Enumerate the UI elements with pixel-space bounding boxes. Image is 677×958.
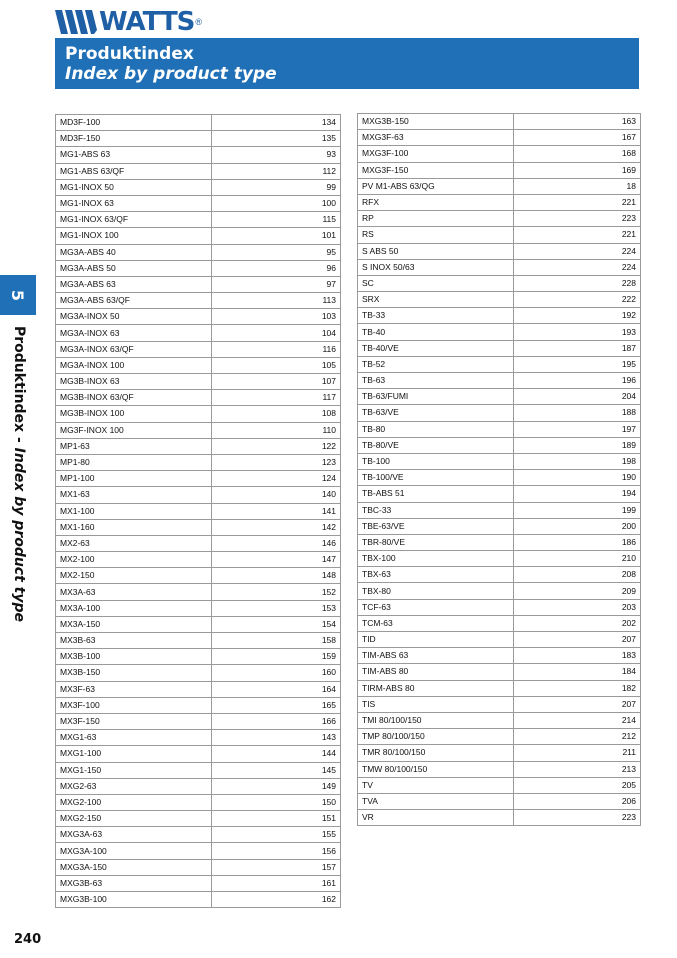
table-row [56, 422, 341, 438]
table-row [358, 259, 641, 275]
product-type: MX3A-150 [56, 616, 212, 632]
table-row [358, 308, 641, 324]
product-type: SRX [358, 292, 514, 308]
table-row [56, 730, 341, 746]
product-type: MG3A-ABS 50 [56, 260, 212, 276]
page-reference: 207 [514, 632, 641, 648]
page-reference: 159 [212, 649, 341, 665]
section-tab [0, 275, 36, 315]
product-type: MXG3B-150 [358, 114, 514, 130]
product-type: MXG1-150 [56, 762, 212, 778]
product-type: TB-63 [358, 373, 514, 389]
page-reference: 140 [212, 487, 341, 503]
product-type: S INOX 50/63 [358, 259, 514, 275]
page-reference: 222 [514, 292, 641, 308]
product-type: MXG3B-100 [56, 892, 212, 908]
table-row [56, 487, 341, 503]
table-row [358, 243, 641, 259]
table-row [358, 340, 641, 356]
page-reference: 182 [514, 680, 641, 696]
page-reference: 183 [514, 648, 641, 664]
page-reference: 212 [514, 729, 641, 745]
table-row [56, 244, 341, 260]
table-row [358, 712, 641, 728]
table-row [56, 827, 341, 843]
page-reference: 134 [212, 115, 341, 131]
product-type: MX3B-63 [56, 633, 212, 649]
page-reference: 207 [514, 696, 641, 712]
product-type: RP [358, 211, 514, 227]
product-type: S ABS 50 [358, 243, 514, 259]
page-reference: 96 [212, 260, 341, 276]
product-type: MG3A-ABS 40 [56, 244, 212, 260]
product-type: MX3F-100 [56, 697, 212, 713]
table-row [56, 179, 341, 195]
table-row [358, 453, 641, 469]
product-type: MX3A-100 [56, 600, 212, 616]
page-reference: 135 [212, 131, 341, 147]
page-reference: 160 [212, 665, 341, 681]
table-row [358, 162, 641, 178]
page-reference: 104 [212, 325, 341, 341]
page-reference: 214 [514, 712, 641, 728]
product-type: MG3A-INOX 100 [56, 357, 212, 373]
table-row [358, 114, 641, 130]
product-type: TB-ABS 51 [358, 486, 514, 502]
table-row [358, 324, 641, 340]
page-reference: 167 [514, 130, 641, 146]
page-reference: 149 [212, 778, 341, 794]
page-reference: 141 [212, 503, 341, 519]
product-type: TBX-63 [358, 567, 514, 583]
table-row [358, 178, 641, 194]
page-reference: 116 [212, 341, 341, 357]
table-row [56, 892, 341, 908]
table-row [56, 503, 341, 519]
product-type: MXG3A-100 [56, 843, 212, 859]
product-type: MG3A-INOX 50 [56, 309, 212, 325]
table-row [358, 292, 641, 308]
page-reference: 190 [514, 470, 641, 486]
product-type: MG1-ABS 63/QF [56, 163, 212, 179]
page-reference: 221 [514, 227, 641, 243]
product-type: TCM-63 [358, 615, 514, 631]
page-reference: 208 [514, 567, 641, 583]
table-row [56, 859, 341, 875]
page-reference: 168 [514, 146, 641, 162]
product-type: MX3B-100 [56, 649, 212, 665]
page-reference: 210 [514, 551, 641, 567]
table-row [358, 534, 641, 550]
table-row [56, 633, 341, 649]
table-row [358, 130, 641, 146]
page-reference: 97 [212, 276, 341, 292]
page-reference: 153 [212, 600, 341, 616]
product-type: MXG2-63 [56, 778, 212, 794]
product-type: TB-52 [358, 356, 514, 372]
product-type: TB-100 [358, 453, 514, 469]
page-reference: 188 [514, 405, 641, 421]
product-type: TMI 80/100/150 [358, 712, 514, 728]
table-row [358, 551, 641, 567]
product-type: MP1-80 [56, 454, 212, 470]
product-type: MX1-100 [56, 503, 212, 519]
page-reference: 164 [212, 681, 341, 697]
table-row [358, 615, 641, 631]
table-row [358, 664, 641, 680]
product-type: MX2-63 [56, 535, 212, 551]
product-type: TB-63/VE [358, 405, 514, 421]
index-table-left [55, 114, 341, 908]
table-row [56, 325, 341, 341]
product-type: MXG1-100 [56, 746, 212, 762]
table-row [56, 584, 341, 600]
product-type: TBE-63/VE [358, 518, 514, 534]
page-reference: 107 [212, 374, 341, 390]
page-reference: 145 [212, 762, 341, 778]
page-reference: 224 [514, 259, 641, 275]
page-reference: 117 [212, 390, 341, 406]
table-row [358, 437, 641, 453]
table-row [56, 535, 341, 551]
table-row [358, 486, 641, 502]
watts-logo-icon [55, 10, 97, 34]
table-row [56, 309, 341, 325]
product-type: TB-80 [358, 421, 514, 437]
table-row [56, 131, 341, 147]
page-reference: 154 [212, 616, 341, 632]
page-reference: 143 [212, 730, 341, 746]
table-row [358, 648, 641, 664]
page-reference: 146 [212, 535, 341, 551]
product-type: MXG3B-63 [56, 875, 212, 891]
table-row [56, 681, 341, 697]
table-row [56, 519, 341, 535]
product-type: MG1-ABS 63 [56, 147, 212, 163]
page-reference: 195 [514, 356, 641, 372]
table-row [358, 356, 641, 372]
product-type: MXG3A-63 [56, 827, 212, 843]
page-reference: 157 [212, 859, 341, 875]
brand-name: WATTS [99, 7, 195, 37]
product-type: MG3B-INOX 63/QF [56, 390, 212, 406]
product-type: TVA [358, 793, 514, 809]
table-row [56, 471, 341, 487]
page-reference: 206 [514, 793, 641, 809]
table-row [358, 761, 641, 777]
table-row [358, 146, 641, 162]
table-row [56, 665, 341, 681]
product-type: MX2-100 [56, 552, 212, 568]
table-row [56, 438, 341, 454]
table-row [56, 374, 341, 390]
table-row [358, 211, 641, 227]
product-type: TMW 80/100/150 [358, 761, 514, 777]
page-reference: 115 [212, 212, 341, 228]
page-reference: 99 [212, 179, 341, 195]
table-row [56, 713, 341, 729]
table-row [56, 260, 341, 276]
product-type: TBX-100 [358, 551, 514, 567]
table-row [358, 227, 641, 243]
table-row [56, 568, 341, 584]
table-row [358, 502, 641, 518]
page-reference: 100 [212, 195, 341, 211]
header-title-de: Produktindex [65, 44, 194, 64]
product-type: MX1-160 [56, 519, 212, 535]
table-row [358, 389, 641, 405]
product-type: MXG3F-100 [358, 146, 514, 162]
product-type: MD3F-150 [56, 131, 212, 147]
section-side-label [5, 326, 29, 636]
page-reference: 151 [212, 811, 341, 827]
table-row [358, 373, 641, 389]
header-banner [55, 38, 639, 89]
page-reference: 223 [514, 211, 641, 227]
page-reference: 101 [212, 228, 341, 244]
product-type: MG1-INOX 63 [56, 195, 212, 211]
table-row [56, 454, 341, 470]
page-reference: 93 [212, 147, 341, 163]
page-reference: 162 [212, 892, 341, 908]
table-row [56, 115, 341, 131]
table-row [56, 390, 341, 406]
section-number: 5 [8, 289, 28, 301]
product-type: TV [358, 777, 514, 793]
page-reference: 211 [514, 745, 641, 761]
table-row [358, 470, 641, 486]
table-row [56, 341, 341, 357]
product-type: RS [358, 227, 514, 243]
product-type: MP1-63 [56, 438, 212, 454]
page-reference: 165 [212, 697, 341, 713]
table-row [358, 421, 641, 437]
product-type: MP1-100 [56, 471, 212, 487]
product-type: TMP 80/100/150 [358, 729, 514, 745]
page-reference: 163 [514, 114, 641, 130]
section-label-en: Index by product type [11, 447, 27, 623]
page-reference: 204 [514, 389, 641, 405]
product-type: TIM-ABS 63 [358, 648, 514, 664]
table-row [358, 405, 641, 421]
product-type: TIRM-ABS 80 [358, 680, 514, 696]
page-reference: 223 [514, 810, 641, 826]
product-type: SC [358, 275, 514, 291]
table-row [358, 793, 641, 809]
table-row [56, 811, 341, 827]
table-row [56, 195, 341, 211]
page-reference: 142 [212, 519, 341, 535]
page-reference: 123 [212, 454, 341, 470]
product-type: MXG3F-150 [358, 162, 514, 178]
page-reference: 105 [212, 357, 341, 373]
index-table-right [357, 113, 641, 826]
product-type: MX3B-150 [56, 665, 212, 681]
page-reference: 205 [514, 777, 641, 793]
product-type: MG3A-ABS 63/QF [56, 293, 212, 309]
table-row [56, 778, 341, 794]
section-label-de: Produktindex - [11, 326, 27, 448]
page-reference: 122 [212, 438, 341, 454]
page-reference: 193 [514, 324, 641, 340]
page-reference: 161 [212, 875, 341, 891]
product-type: MX2-150 [56, 568, 212, 584]
table-row [358, 583, 641, 599]
table-row [56, 552, 341, 568]
page-reference: 187 [514, 340, 641, 356]
product-type: MG3B-INOX 63 [56, 374, 212, 390]
header-title-en: Index by product type [65, 64, 277, 84]
table-row [358, 745, 641, 761]
table-row [358, 567, 641, 583]
page-reference: 95 [212, 244, 341, 260]
table-row [56, 147, 341, 163]
table-row [56, 163, 341, 179]
table-row [56, 762, 341, 778]
page-reference: 197 [514, 421, 641, 437]
table-row [56, 357, 341, 373]
product-type: TB-40/VE [358, 340, 514, 356]
page-reference: 166 [212, 713, 341, 729]
page-reference: 110 [212, 422, 341, 438]
product-type: TBX-80 [358, 583, 514, 599]
page-reference: 158 [212, 633, 341, 649]
product-type: MXG2-100 [56, 794, 212, 810]
table-row [358, 680, 641, 696]
product-type: MG3B-INOX 100 [56, 406, 212, 422]
table-row [358, 518, 641, 534]
table-row [56, 600, 341, 616]
page-reference: 18 [514, 178, 641, 194]
page-reference: 155 [212, 827, 341, 843]
product-type: MX3F-150 [56, 713, 212, 729]
page-reference: 148 [212, 568, 341, 584]
page-reference: 152 [212, 584, 341, 600]
page-reference: 169 [514, 162, 641, 178]
product-type: TB-40 [358, 324, 514, 340]
product-type: MG3A-INOX 63/QF [56, 341, 212, 357]
product-type: MXG1-63 [56, 730, 212, 746]
page-reference: 200 [514, 518, 641, 534]
product-type: MG3A-ABS 63 [56, 276, 212, 292]
table-row [56, 293, 341, 309]
product-type: TIM-ABS 80 [358, 664, 514, 680]
page-reference: 113 [212, 293, 341, 309]
product-type: TMR 80/100/150 [358, 745, 514, 761]
product-type: TIS [358, 696, 514, 712]
product-type: TB-33 [358, 308, 514, 324]
page-reference: 147 [212, 552, 341, 568]
product-type: VR [358, 810, 514, 826]
page-number: 240 [14, 932, 42, 947]
product-type: MXG2-150 [56, 811, 212, 827]
page-reference: 144 [212, 746, 341, 762]
product-type: RFX [358, 194, 514, 210]
table-row [56, 616, 341, 632]
page-reference: 184 [514, 664, 641, 680]
product-type: TCF-63 [358, 599, 514, 615]
product-type: MD3F-100 [56, 115, 212, 131]
table-row [56, 794, 341, 810]
page-reference: 108 [212, 406, 341, 422]
table-row [358, 194, 641, 210]
table-row [358, 729, 641, 745]
product-type: TBR-80/VE [358, 534, 514, 550]
table-row [358, 275, 641, 291]
table-row [56, 843, 341, 859]
product-type: TB-63/FUMI [358, 389, 514, 405]
table-row [56, 212, 341, 228]
page-reference: 112 [212, 163, 341, 179]
page-reference: 202 [514, 615, 641, 631]
table-row [56, 228, 341, 244]
table-row [56, 746, 341, 762]
page-reference: 103 [212, 309, 341, 325]
table-row [56, 649, 341, 665]
table-row [56, 697, 341, 713]
page-reference: 189 [514, 437, 641, 453]
product-type: MG1-INOX 63/QF [56, 212, 212, 228]
page-reference: 203 [514, 599, 641, 615]
table-row [56, 875, 341, 891]
table-row [358, 696, 641, 712]
product-type: TID [358, 632, 514, 648]
product-type: MG3F-INOX 100 [56, 422, 212, 438]
page-reference: 150 [212, 794, 341, 810]
page-reference: 224 [514, 243, 641, 259]
page-reference: 196 [514, 373, 641, 389]
page-reference: 192 [514, 308, 641, 324]
product-type: TBC-33 [358, 502, 514, 518]
product-type: MG1-INOX 50 [56, 179, 212, 195]
page-reference: 221 [514, 194, 641, 210]
page-reference: 198 [514, 453, 641, 469]
product-type: MX3F-63 [56, 681, 212, 697]
product-type: MG1-INOX 100 [56, 228, 212, 244]
product-type: MXG3F-63 [358, 130, 514, 146]
product-type: MXG3A-150 [56, 859, 212, 875]
table-row [358, 777, 641, 793]
page-reference: 199 [514, 502, 641, 518]
table-row [358, 632, 641, 648]
product-type: MG3A-INOX 63 [56, 325, 212, 341]
page-reference: 156 [212, 843, 341, 859]
page-reference: 124 [212, 471, 341, 487]
table-row [358, 810, 641, 826]
product-type: TB-100/VE [358, 470, 514, 486]
page-reference: 209 [514, 583, 641, 599]
table-row [56, 406, 341, 422]
product-type: PV M1-ABS 63/QG [358, 178, 514, 194]
page-reference: 213 [514, 761, 641, 777]
watts-logo [55, 8, 202, 36]
page-reference: 194 [514, 486, 641, 502]
product-type: TB-80/VE [358, 437, 514, 453]
table-row [358, 599, 641, 615]
product-type: MX3A-63 [56, 584, 212, 600]
page-reference: 228 [514, 275, 641, 291]
brand-registered: ® [195, 17, 203, 27]
table-row [56, 276, 341, 292]
page-reference: 186 [514, 534, 641, 550]
product-type: MX1-63 [56, 487, 212, 503]
